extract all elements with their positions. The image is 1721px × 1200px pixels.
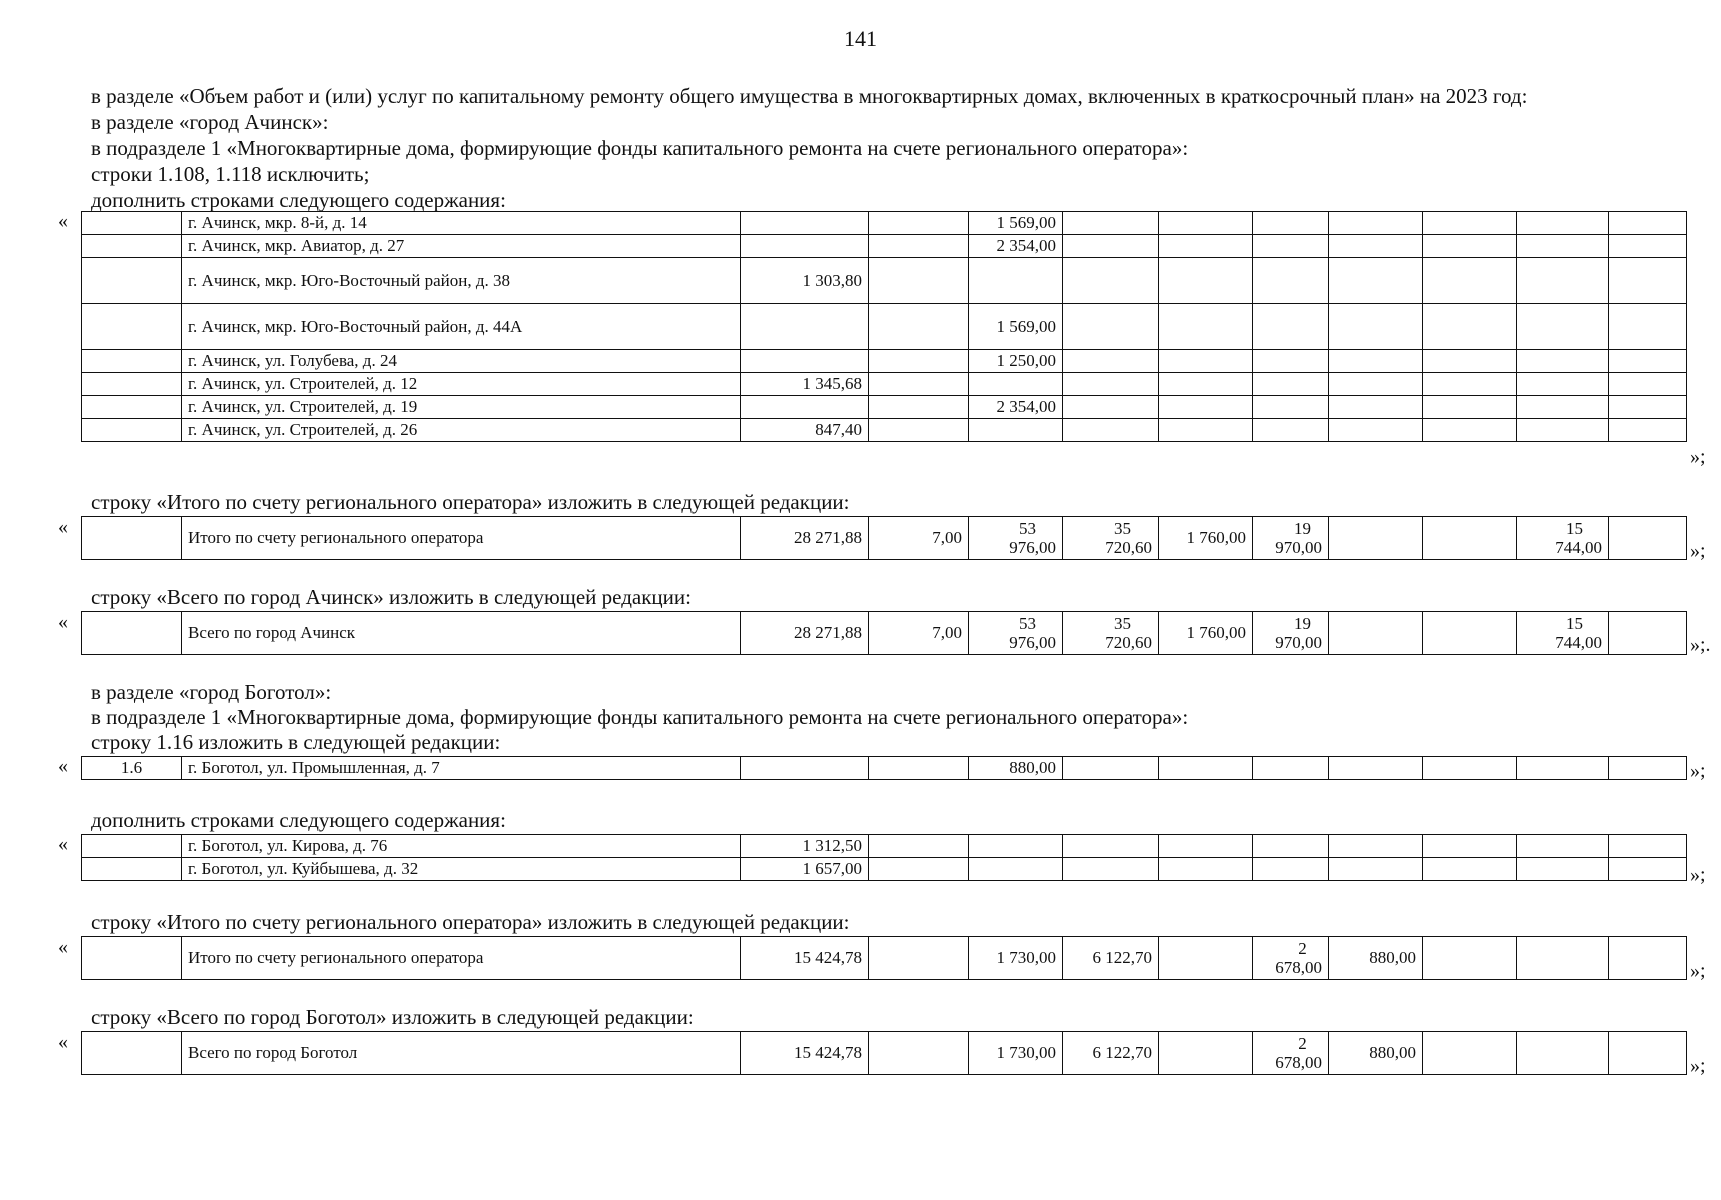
table-cell (969, 835, 1063, 858)
table-row (82, 612, 1687, 655)
table-cell (82, 612, 182, 655)
table-cell (869, 937, 969, 980)
bogotol-add-intro: дополнить строками следующего содержания: (91, 808, 506, 832)
table-cell (1517, 858, 1609, 881)
table-cell (1253, 304, 1329, 350)
table-cell (1329, 835, 1423, 858)
bogotol-itogo-intro: строку «Итого по счету регионального оператора» изложить в следующей редакции: (91, 910, 850, 934)
table-cell (1329, 212, 1423, 235)
table-cell (1517, 373, 1609, 396)
achinsk-added-rows-table (81, 211, 1687, 442)
table-cell (1159, 350, 1253, 373)
table-cell (1609, 212, 1687, 235)
table-cell (1517, 612, 1609, 655)
table-cell (1609, 304, 1687, 350)
table-cell (1063, 835, 1159, 858)
table-cell (1423, 757, 1517, 780)
table-cell (869, 212, 969, 235)
table-cell: 1 760,00 (1159, 517, 1253, 560)
quote-close: »; (1690, 760, 1706, 782)
table-cell (869, 258, 969, 304)
table-cell (1253, 373, 1329, 396)
table-cell (1253, 419, 1329, 442)
table-cell (1517, 235, 1609, 258)
table-row (82, 212, 1687, 235)
intro-line-4: строки 1.108, 1.118 исключить; (91, 162, 370, 186)
table-cell (1517, 258, 1609, 304)
quote-open: « (58, 936, 68, 958)
table-cell (1517, 304, 1609, 350)
table-cell (741, 757, 869, 780)
table-row (82, 1032, 1687, 1075)
table-cell (1159, 835, 1253, 858)
table-cell (1609, 258, 1687, 304)
row-label: Итого по счету регионального оператора (182, 937, 741, 980)
table-cell (1423, 612, 1517, 655)
table-cell: 1 760,00 (1159, 612, 1253, 655)
table-cell (1063, 858, 1159, 881)
table-cell (741, 212, 869, 235)
achinsk-itogo-table (81, 516, 1687, 560)
table-cell (1159, 1032, 1253, 1075)
cell-line: 744,00 (1555, 538, 1602, 557)
table-cell: 28 271,88 (741, 612, 869, 655)
intro-line-5: дополнить строками следующего содержания: (91, 188, 506, 212)
table-cell (1609, 612, 1687, 655)
table-cell (869, 419, 969, 442)
table-cell (1423, 835, 1517, 858)
table-cell (1609, 350, 1687, 373)
table-cell (1423, 258, 1517, 304)
row-label: Итого по счету регионального оператора (182, 517, 741, 560)
table-cell: 1 730,00 (969, 937, 1063, 980)
table-cell (869, 396, 969, 419)
table-cell (969, 419, 1063, 442)
table-cell (82, 517, 182, 560)
table-cell (1609, 835, 1687, 858)
table-cell (1609, 419, 1687, 442)
row-address: г. Боготол, ул. Промышленная, д. 7 (182, 757, 741, 780)
table-cell (1517, 937, 1609, 980)
table-cell (82, 937, 182, 980)
table-row (82, 757, 1687, 780)
table-cell (1159, 396, 1253, 419)
table-cell (969, 858, 1063, 881)
table-cell (1253, 612, 1329, 655)
table-cell (1063, 396, 1159, 419)
table-cell (1329, 235, 1423, 258)
row-number (82, 419, 182, 442)
quote-open: « (58, 1031, 68, 1053)
table-cell (1423, 373, 1517, 396)
table-cell (1159, 858, 1253, 881)
row-number: 1.6 (82, 757, 182, 780)
table-cell (1253, 757, 1329, 780)
cell-line: 678,00 (1275, 958, 1322, 977)
table-cell (1063, 419, 1159, 442)
row-address: г. Ачинск, мкр. Авиатор, д. 27 (182, 235, 741, 258)
row-number (82, 396, 182, 419)
table-cell: 847,40 (741, 419, 869, 442)
table-cell (969, 517, 1063, 560)
table-cell (969, 612, 1063, 655)
table-cell (1517, 1032, 1609, 1075)
quote-close: »; (1690, 446, 1706, 468)
table-row (82, 235, 1687, 258)
quote-open: « (58, 516, 68, 538)
table-cell: 6 122,70 (1063, 937, 1159, 980)
table-cell (1609, 858, 1687, 881)
row-number (82, 858, 182, 881)
cell-line: 19 (1294, 614, 1311, 633)
table-cell (1329, 258, 1423, 304)
table-cell (1253, 1032, 1329, 1075)
table-cell (1253, 350, 1329, 373)
table-cell (1609, 235, 1687, 258)
table-cell (1609, 937, 1687, 980)
table-row (82, 517, 1687, 560)
table-cell (1609, 396, 1687, 419)
bogotol-added-rows-table (81, 834, 1687, 881)
table-cell (1517, 212, 1609, 235)
table-cell (741, 304, 869, 350)
intro-line-1: в разделе «Объем работ и (или) услуг по капитальному ремонту общего имущества в многоквартирных домах, включенных в краткосрочный план» на 2023 год: (91, 84, 1528, 108)
table-cell (869, 304, 969, 350)
table-cell: 1 657,00 (741, 858, 869, 881)
bogotol-vsego-table (81, 1031, 1687, 1075)
table-cell: 1 569,00 (969, 212, 1063, 235)
table-cell (1253, 937, 1329, 980)
row-number (82, 373, 182, 396)
cell-line: 970,00 (1275, 538, 1322, 557)
table-cell (1329, 757, 1423, 780)
table-cell: 6 122,70 (1063, 1032, 1159, 1075)
table-cell (1159, 258, 1253, 304)
table-cell (1609, 517, 1687, 560)
row-address: г. Ачинск, ул. Строителей, д. 26 (182, 419, 741, 442)
table-cell (1253, 235, 1329, 258)
table-cell (1517, 835, 1609, 858)
table-row (82, 396, 1687, 419)
table-cell (1609, 373, 1687, 396)
table-cell (1329, 612, 1423, 655)
table-cell (1159, 937, 1253, 980)
cell-line: 720,60 (1105, 633, 1152, 652)
table-cell: 1 303,80 (741, 258, 869, 304)
table-cell (1517, 517, 1609, 560)
table-cell (1159, 757, 1253, 780)
table-cell (1423, 396, 1517, 419)
bogotol-line-2: в подразделе 1 «Многоквартирные дома, формирующие фонды капитального ремонта на счете регионального оператора»: (91, 705, 1189, 729)
row-address: г. Боготол, ул. Кирова, д. 76 (182, 835, 741, 858)
table-cell (1423, 350, 1517, 373)
table-cell (869, 835, 969, 858)
table-cell (869, 757, 969, 780)
table-cell (1609, 1032, 1687, 1075)
table-cell (1063, 235, 1159, 258)
row-number (82, 350, 182, 373)
table-cell (1063, 373, 1159, 396)
cell-line: 19 (1294, 519, 1311, 538)
row-address: г. Боготол, ул. Куйбышева, д. 32 (182, 858, 741, 881)
table-cell (1159, 304, 1253, 350)
cell-line: 970,00 (1275, 633, 1322, 652)
table-cell (869, 235, 969, 258)
row-address: г. Ачинск, мкр. 8-й, д. 14 (182, 212, 741, 235)
achinsk-vsego-table (81, 611, 1687, 655)
table-cell (1253, 396, 1329, 419)
table-cell: 880,00 (1329, 937, 1423, 980)
cell-line: 2 (1298, 1034, 1307, 1053)
bogotol-row-116-table (81, 756, 1687, 780)
table-cell: 1 250,00 (969, 350, 1063, 373)
row-number (82, 212, 182, 235)
cell-line: 35 (1114, 519, 1131, 538)
table-cell (1329, 396, 1423, 419)
row-address: г. Ачинск, мкр. Юго-Восточный район, д. 44А (182, 304, 741, 350)
table-cell (1329, 304, 1423, 350)
row-address: г. Ачинск, ул. Строителей, д. 19 (182, 396, 741, 419)
row-address: г. Ачинск, ул. Строителей, д. 12 (182, 373, 741, 396)
quote-close: »; (1690, 960, 1706, 982)
table-cell: 28 271,88 (741, 517, 869, 560)
table-cell (741, 235, 869, 258)
table-cell (1423, 235, 1517, 258)
table-cell (869, 373, 969, 396)
table-cell (1517, 419, 1609, 442)
bogotol-line-3: строку 1.16 изложить в следующей редакции: (91, 730, 501, 754)
row-number (82, 258, 182, 304)
cell-line: 15 (1566, 614, 1583, 633)
table-cell (869, 350, 969, 373)
quote-close: »;. (1690, 634, 1711, 656)
table-cell: 7,00 (869, 612, 969, 655)
table-cell (1253, 835, 1329, 858)
table-cell (1517, 396, 1609, 419)
table-cell (1253, 212, 1329, 235)
cell-line: 976,00 (1009, 538, 1056, 557)
table-cell (1063, 517, 1159, 560)
table-cell (1423, 419, 1517, 442)
table-row (82, 937, 1687, 980)
cell-line: 2 (1298, 939, 1307, 958)
table-cell (869, 858, 969, 881)
table-cell (1159, 235, 1253, 258)
table-row (82, 304, 1687, 350)
table-cell: 1 345,68 (741, 373, 869, 396)
bogotol-line-1: в разделе «город Боготол»: (91, 680, 332, 704)
table-cell: 15 424,78 (741, 937, 869, 980)
table-cell (82, 1032, 182, 1075)
quote-close: »; (1690, 540, 1706, 562)
table-cell (1063, 757, 1159, 780)
quote-open: « (58, 210, 68, 232)
intro-line-3: в подразделе 1 «Многоквартирные дома, формирующие фонды капитального ремонта на счете регионального оператора»: (91, 136, 1189, 160)
table-cell (1253, 517, 1329, 560)
table-cell (1609, 757, 1687, 780)
table-cell: 1 569,00 (969, 304, 1063, 350)
quote-close: »; (1690, 864, 1706, 886)
bogotol-itogo-table (81, 936, 1687, 980)
quote-close: »; (1690, 1055, 1706, 1077)
achinsk-vsego-intro: строку «Всего по город Ачинск» изложить в следующей редакции: (91, 585, 691, 609)
cell-line: 976,00 (1009, 633, 1056, 652)
table-cell (1063, 212, 1159, 235)
cell-line: 35 (1114, 614, 1131, 633)
cell-line: 53 (1019, 614, 1036, 633)
table-row (82, 419, 1687, 442)
table-cell: 880,00 (969, 757, 1063, 780)
cell-line: 15 (1566, 519, 1583, 538)
table-row (82, 858, 1687, 881)
intro-line-2: в разделе «город Ачинск»: (91, 110, 329, 134)
table-cell (1159, 419, 1253, 442)
table-cell (1517, 350, 1609, 373)
table-cell (1329, 373, 1423, 396)
table-cell (1329, 517, 1423, 560)
table-cell (1423, 858, 1517, 881)
row-address: г. Ачинск, мкр. Юго-Восточный район, д. 38 (182, 258, 741, 304)
quote-open: « (58, 611, 68, 633)
table-cell (741, 350, 869, 373)
table-cell (1159, 212, 1253, 235)
table-cell: 2 354,00 (969, 396, 1063, 419)
cell-line: 720,60 (1105, 538, 1152, 557)
table-cell (1063, 258, 1159, 304)
table-row (82, 350, 1687, 373)
table-cell (969, 373, 1063, 396)
bogotol-vsego-intro: строку «Всего по город Боготол» изложить в следующей редакции: (91, 1005, 694, 1029)
table-cell: 1 730,00 (969, 1032, 1063, 1075)
table-cell (1253, 258, 1329, 304)
achinsk-itogo-intro: строку «Итого по счету регионального оператора» изложить в следующей редакции: (91, 490, 850, 514)
table-cell (1063, 304, 1159, 350)
row-number (82, 235, 182, 258)
table-cell (1329, 419, 1423, 442)
table-cell (1423, 937, 1517, 980)
cell-line: 53 (1019, 519, 1036, 538)
cell-line: 744,00 (1555, 633, 1602, 652)
row-number (82, 835, 182, 858)
quote-open: « (58, 755, 68, 777)
table-cell (1159, 373, 1253, 396)
row-label: Всего по город Боготол (182, 1032, 741, 1075)
table-cell (1517, 757, 1609, 780)
table-cell (1423, 1032, 1517, 1075)
table-cell (869, 1032, 969, 1075)
table-cell (1423, 517, 1517, 560)
table-row (82, 258, 1687, 304)
table-cell (1329, 858, 1423, 881)
table-cell: 2 354,00 (969, 235, 1063, 258)
table-cell (1253, 858, 1329, 881)
table-row (82, 373, 1687, 396)
table-row (82, 835, 1687, 858)
table-cell: 1 312,50 (741, 835, 869, 858)
table-cell: 880,00 (1329, 1032, 1423, 1075)
page-number: 141 (844, 26, 877, 51)
table-cell (1063, 612, 1159, 655)
table-cell (741, 396, 869, 419)
row-number (82, 304, 182, 350)
table-cell: 7,00 (869, 517, 969, 560)
table-cell: 15 424,78 (741, 1032, 869, 1075)
table-cell (1423, 304, 1517, 350)
table-cell (969, 258, 1063, 304)
table-cell (1423, 212, 1517, 235)
row-address: г. Ачинск, ул. Голубева, д. 24 (182, 350, 741, 373)
quote-open: « (58, 833, 68, 855)
table-cell (1063, 350, 1159, 373)
cell-line: 678,00 (1275, 1053, 1322, 1072)
table-cell (1329, 350, 1423, 373)
row-label: Всего по город Ачинск (182, 612, 741, 655)
